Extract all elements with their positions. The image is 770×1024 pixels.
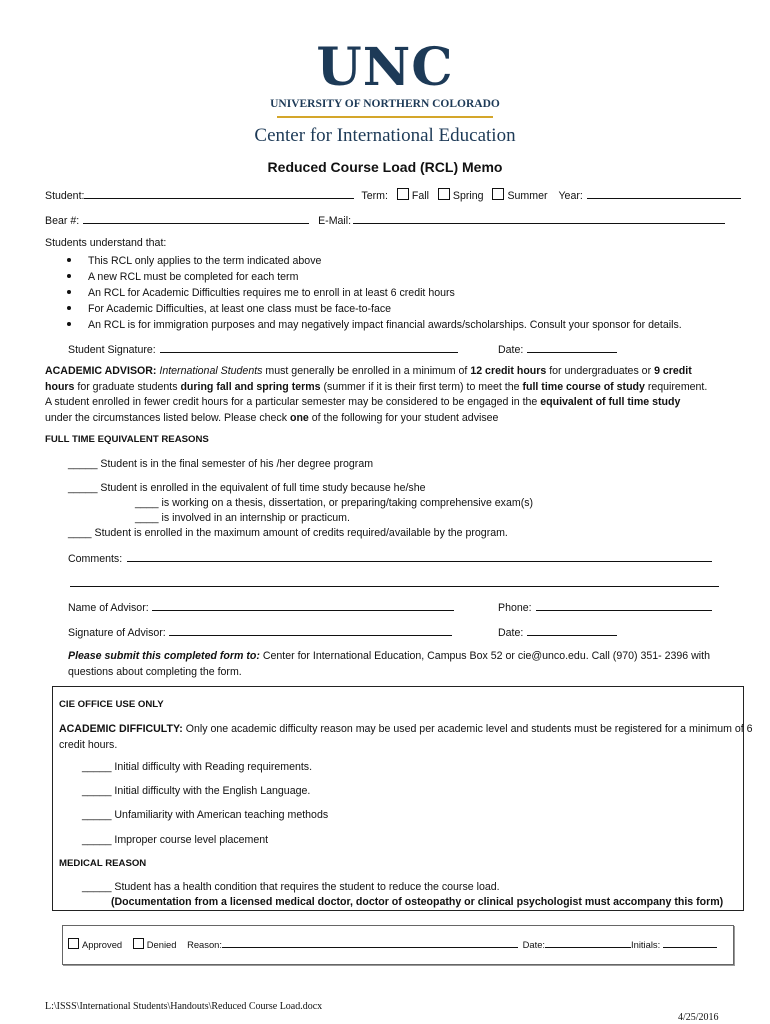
cie-office-box — [52, 686, 744, 911]
advisor-name-label: Name of Advisor: — [68, 602, 149, 614]
advisor-date-row — [498, 625, 617, 639]
summer-label: Summer — [507, 190, 548, 202]
fall-checkbox[interactable] — [397, 188, 409, 200]
fte-reason-full-time-study[interactable]: _____ Student is enrolled in the equivalent of full time study because he/she — [68, 482, 426, 494]
email-field[interactable] — [353, 213, 725, 224]
list-item: For Academic Difficulties, at least one class must be face-to-face — [45, 301, 682, 317]
spring-checkbox[interactable] — [438, 188, 450, 200]
student-term-row — [45, 188, 741, 202]
university-name: UNIVERSITY OF NORTHERN COLORADO — [270, 98, 500, 110]
understand-intro: Students understand that: — [45, 237, 167, 249]
initials-label: Initials: — [631, 939, 661, 950]
bear-label: Bear #: — [45, 215, 80, 227]
medical-heading: MEDICAL REASON — [59, 858, 147, 869]
advisor-name-row — [68, 600, 454, 614]
student-signature-field[interactable] — [160, 342, 458, 353]
fte-reason-internship[interactable]: ____ is involved in an internship or practicum. — [135, 512, 350, 524]
fte-reason-final-semester[interactable]: _____ Student is in the final semester of his /her degree program — [68, 458, 374, 470]
comments-field-line-2[interactable] — [70, 576, 719, 587]
advisor-date-field[interactable] — [527, 625, 617, 636]
advisor-phone-row — [498, 600, 712, 614]
student-date-field[interactable] — [527, 342, 617, 353]
list-item: This RCL only applies to the term indicated above — [45, 253, 682, 269]
acad-reason-course-placement[interactable]: _____ Improper course level placement — [82, 834, 269, 846]
understand-list — [45, 253, 682, 333]
center-name: Center for International Education — [254, 125, 516, 146]
bear-number-field[interactable] — [83, 213, 309, 224]
academic-difficulty-text: ACADEMIC DIFFICULTY: Only one academic difficulty reason may be used per academic level and students must be registered for a minimum of 6 credit hours. — [59, 723, 753, 751]
decision-date-field[interactable] — [545, 938, 631, 948]
fall-label: Fall — [411, 190, 429, 202]
footer-file-path: L:\ISSS\International Students\Handouts\Reduced Course Load.docx — [45, 1001, 323, 1012]
fte-heading: FULL TIME EQUIVALENT REASONS — [45, 434, 209, 445]
fte-reason-thesis[interactable]: ____ is working on a thesis, dissertation, or preparing/taking comprehensive exam(s) — [135, 497, 534, 509]
list-item: An RCL is for immigration purposes and may negatively impact financial awards/scholarships. Consult your sponsor for details. — [45, 317, 682, 333]
list-item: A new RCL must be completed for each term — [45, 269, 682, 285]
advisor-signature-row — [68, 625, 452, 639]
initials-field[interactable] — [663, 938, 717, 948]
advisor-signature-label: Signature of Advisor: — [68, 627, 166, 639]
phone-label: Phone: — [498, 602, 532, 614]
advisor-name-field[interactable] — [152, 600, 454, 611]
reason-field[interactable] — [222, 938, 518, 948]
approval-row — [68, 938, 717, 950]
unc-logo: UNC — [316, 37, 454, 98]
comments-field[interactable] — [127, 551, 712, 562]
phone-field[interactable] — [536, 600, 712, 611]
student-label: Student: — [45, 190, 85, 202]
acad-reason-teaching-methods[interactable]: _____ Unfamiliarity with American teaching methods — [82, 809, 329, 821]
spring-label: Spring — [452, 190, 484, 202]
advisor-paragraph: ACADEMIC ADVISOR: International Students must generally be enrolled in a minimum of 12 credit hours for undergraduates or 9 credit hours for graduate students during fall and spring terms (summer if it is their first term) to meet the full time course of study requirement. A student enrolled in fewer credit hours for a particular semester may be considered to be engaged in the equivalent of full time study under the circumstances listed below. Please check one of the following for your student advisee — [45, 365, 708, 425]
comments-label: Comments: — [68, 553, 123, 565]
advisor-signature-field[interactable] — [169, 625, 452, 636]
reason-label: Reason: — [187, 939, 222, 950]
student-name-field[interactable] — [84, 188, 354, 199]
medical-reason[interactable]: _____ Student has a health condition that requires the student to reduce the course load. — [82, 881, 500, 893]
summer-checkbox[interactable] — [492, 188, 504, 200]
logo-divider — [277, 116, 493, 118]
fte-reason-max-credits[interactable]: ____ Student is enrolled in the maximum amount of credits required/available by the program. — [68, 527, 508, 539]
comments-row — [68, 551, 712, 565]
term-label: Term: — [361, 190, 388, 202]
email-label: E-Mail: — [318, 215, 352, 227]
student-date-row — [498, 342, 617, 356]
advisor-date-label: Date: — [498, 627, 524, 639]
approved-checkbox[interactable] — [68, 938, 79, 949]
cie-office-heading: CIE OFFICE USE ONLY — [59, 699, 164, 710]
memo-title: Reduced Course Load (RCL) Memo — [267, 159, 503, 175]
bear-email-row — [45, 213, 725, 227]
acad-reason-english[interactable]: _____ Initial difficulty with the English Language. — [82, 785, 311, 797]
year-label: Year: — [558, 190, 583, 202]
submit-instructions: Please submit this completed form to: Center for International Education, Campus Box 52 or cie@unco.edu. Call (970) 351- 2396 with questions about completing the form. — [68, 650, 710, 678]
approved-label: Approved — [82, 939, 123, 950]
denied-label: Denied — [146, 939, 177, 950]
medical-note: (Documentation from a licensed medical doctor, doctor of osteopathy or clinical psychologist must accompany this form) — [111, 896, 724, 908]
student-date-label: Date: — [498, 344, 524, 356]
decision-date-label: Date: — [522, 939, 546, 950]
acad-reason-reading[interactable]: _____ Initial difficulty with Reading requirements. — [82, 761, 313, 773]
footer-date: 4/25/2016 — [678, 1012, 719, 1023]
year-field[interactable] — [587, 188, 741, 199]
student-signature-row — [68, 342, 458, 356]
student-signature-label: Student Signature: — [68, 344, 156, 356]
list-item: An RCL for Academic Difficulties requires me to enroll in at least 6 credit hours — [45, 285, 682, 301]
denied-checkbox[interactable] — [133, 938, 144, 949]
